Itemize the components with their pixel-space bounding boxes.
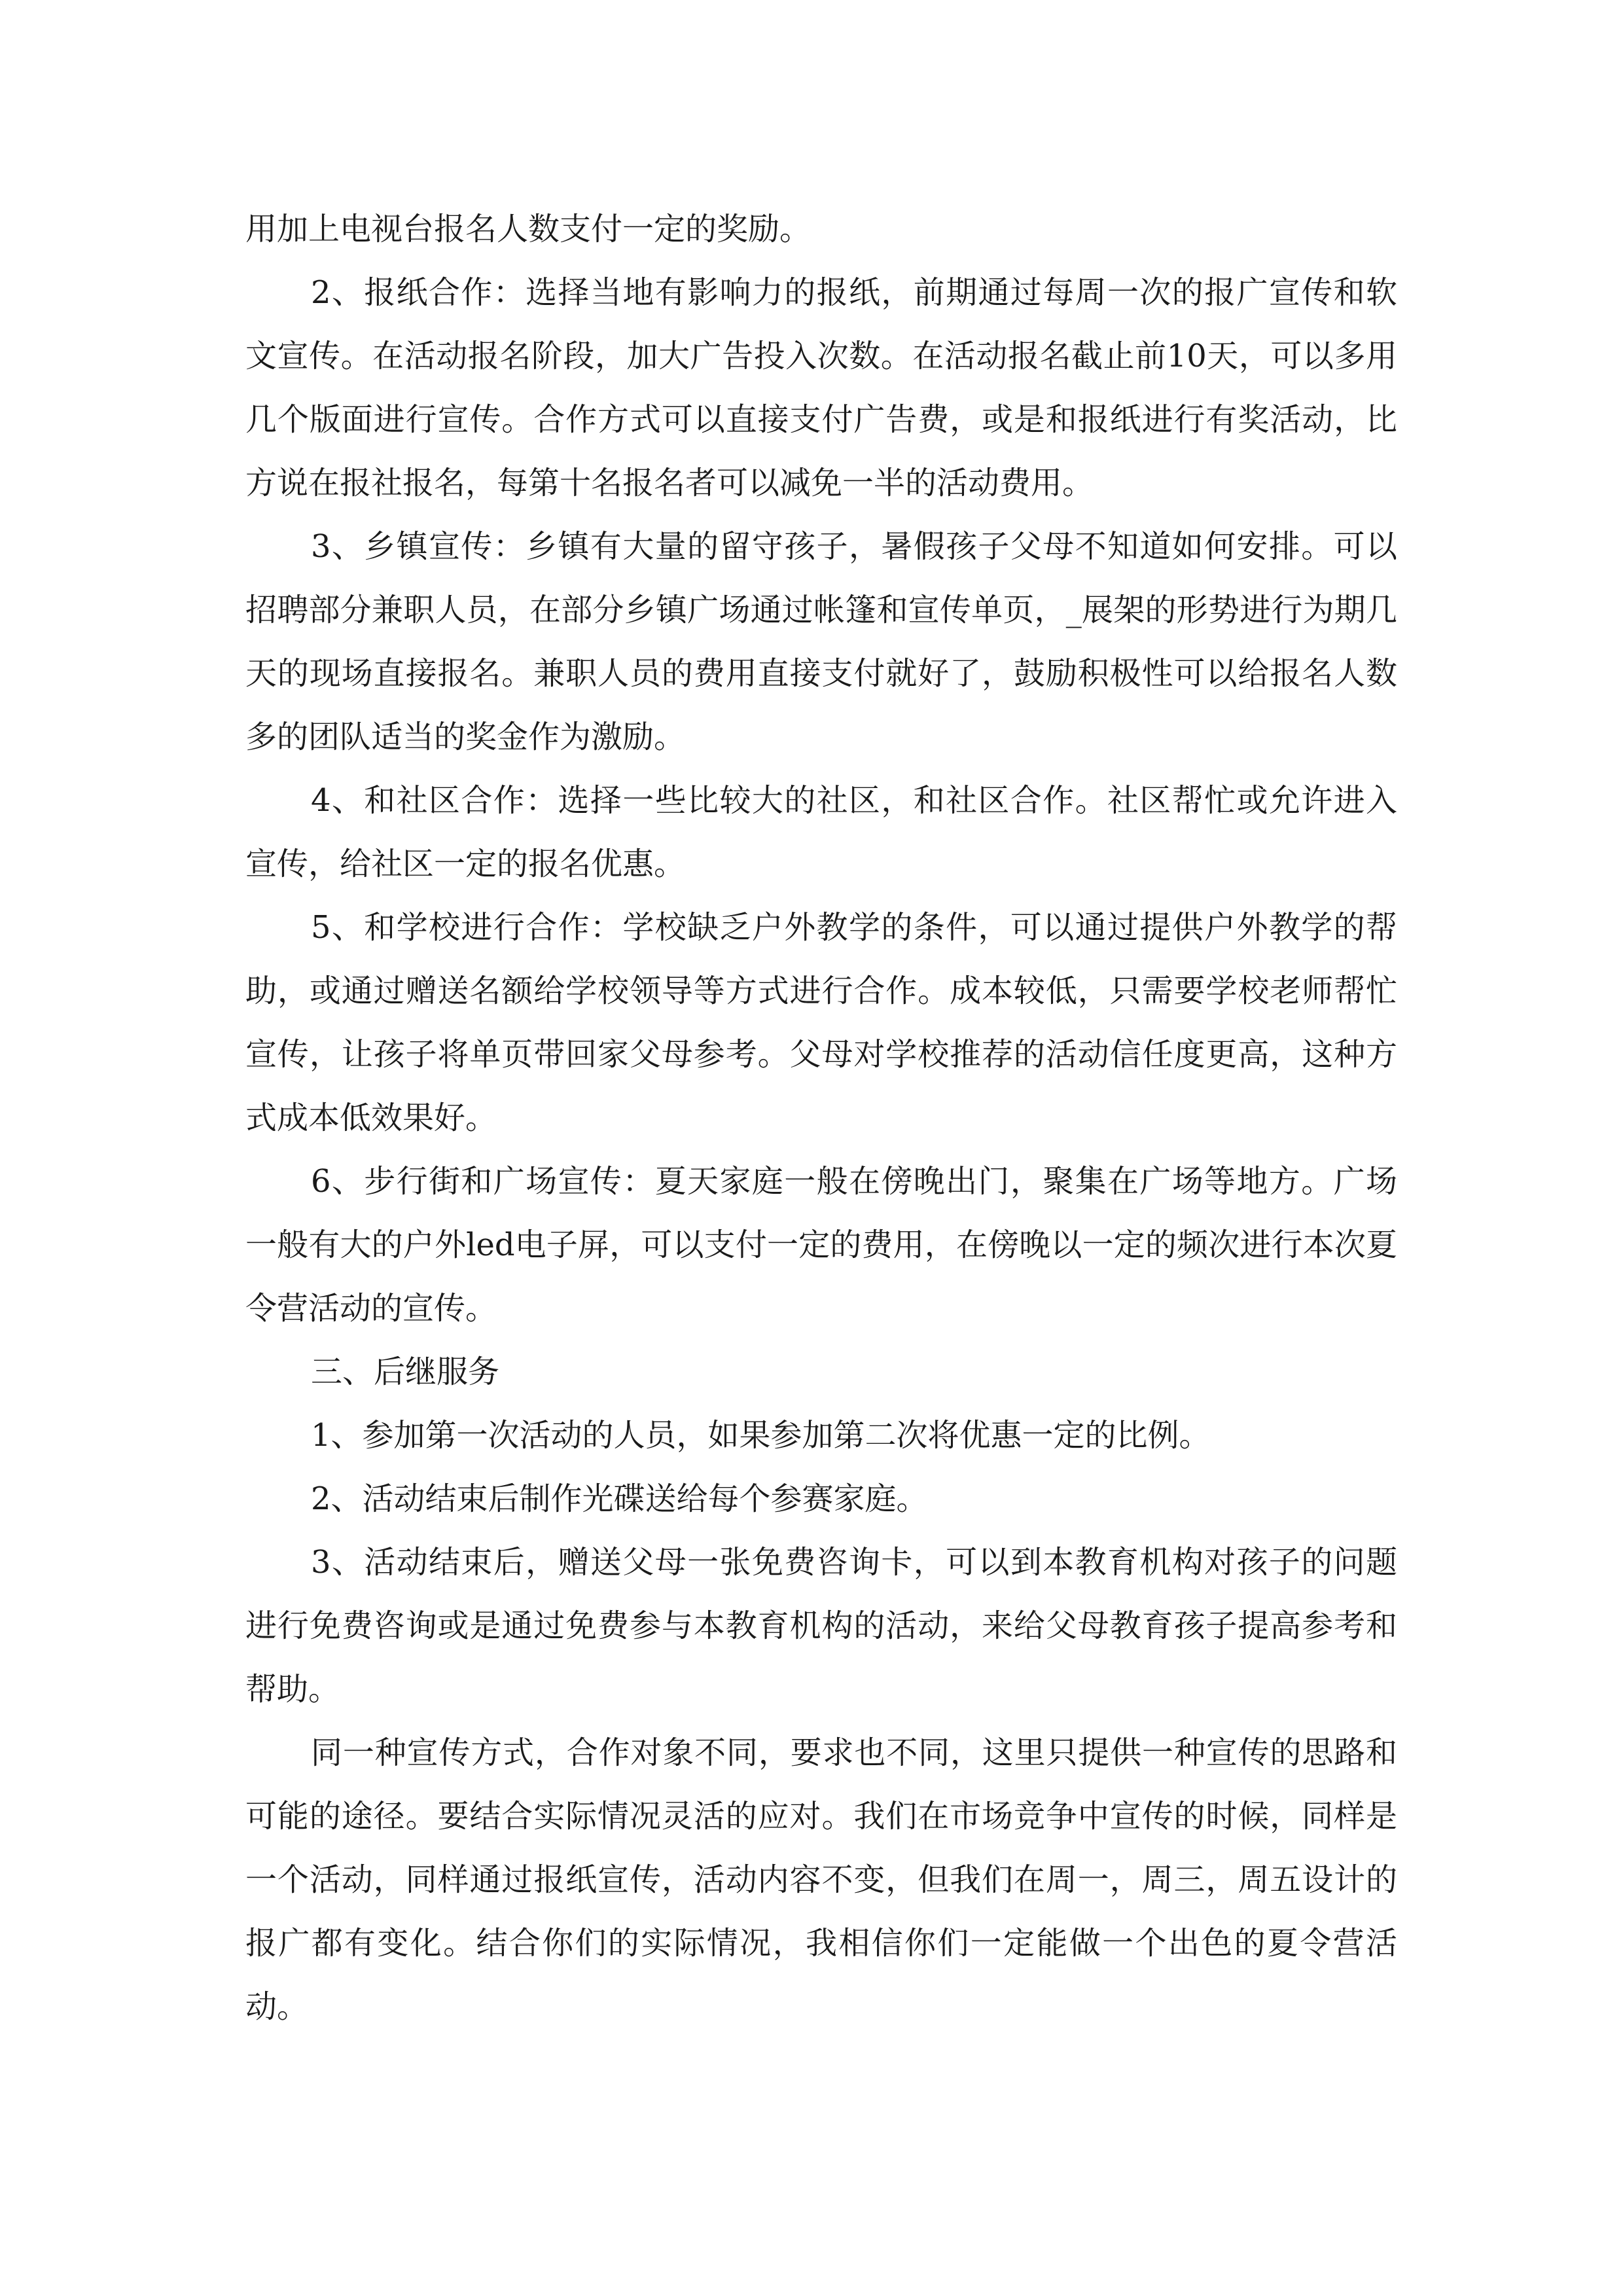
paragraph-follow-up-2: 2、活动结束后制作光碟送给每个参赛家庭。 xyxy=(311,1480,928,1517)
paragraph-school: 5、和学校进行合作：学校缺乏户外教学的条件，可以通过提供户外教学的帮助，或通过赠送名额给学校领导等方式进行合作。成本较低，只需要学校老师帮忙宣传，让孩子将单页带回家父母参考。父母对学校推荐的活动信任度更高，这种方式成本低效果好。 xyxy=(245,909,1397,1136)
body-text xyxy=(245,198,1397,2039)
paragraph-community: 4、和社区合作：选择一些比较大的社区，和社区合作。社区帮忙或允许进入宣传，给社区一定的报名优惠。 xyxy=(245,782,1397,882)
paragraph-street-square: 6、步行街和广场宣传：夏天家庭一般在傍晚出门，聚集在广场等地方。广场一般有大的户外led电子屏，可以支付一定的费用，在傍晚以一定的频次进行本次夏令营活动的宣传。 xyxy=(245,1163,1397,1327)
paragraph-follow-up-3: 3、活动结束后，赠送父母一张免费咨询卡，可以到本教育机构对孩子的问题进行免费咨询或是通过免费参与本教育机构的活动，来给父母教育孩子提高参考和帮助。 xyxy=(245,1544,1397,1708)
paragraph-newspaper: 2、报纸合作：选择当地有影响力的报纸，前期通过每周一次的报广宣传和软文宣传。在活动报名阶段，加大广告投入次数。在活动报名截止前10天，可以多用几个版面进行宣传。合作方式可以直接支付广告费，或是和报纸进行有奖活动，比方说在报社报名，每第十名报名者可以减免一半的活动费用。 xyxy=(245,274,1397,501)
paragraph-continuation: 用加上电视台报名人数支付一定的奖励。 xyxy=(245,211,812,247)
paragraph-conclusion: 同一种宣传方式，合作对象不同，要求也不同，这里只提供一种宣传的思路和可能的途径。要结合实际情况灵活的应对。我们在市场竞争中宣传的时候，同样是一个活动，同样通过报纸宣传，活动内容不变，但我们在周一，周三，周五设计的报广都有变化。结合你们的实际情况，我相信你们一定能做一个出色的夏令营活动。 xyxy=(245,1734,1397,2025)
section-heading-follow-up: 三、后继服务 xyxy=(311,1354,500,1390)
paragraph-follow-up-1: 1、参加第一次活动的人员，如果参加第二次将优惠一定的比例。 xyxy=(311,1417,1211,1454)
paragraph-township: 3、乡镇宣传：乡镇有大量的留守孩子，暑假孩子父母不知道如何安排。可以招聘部分兼职人员，在部分乡镇广场通过帐篷和宣传单页，_展架的形势进行为期几天的现场直接报名。兼职人员的费用直接支付就好了，鼓励积极性可以给报名人数多的团队适当的奖金作为激励。 xyxy=(245,528,1397,755)
